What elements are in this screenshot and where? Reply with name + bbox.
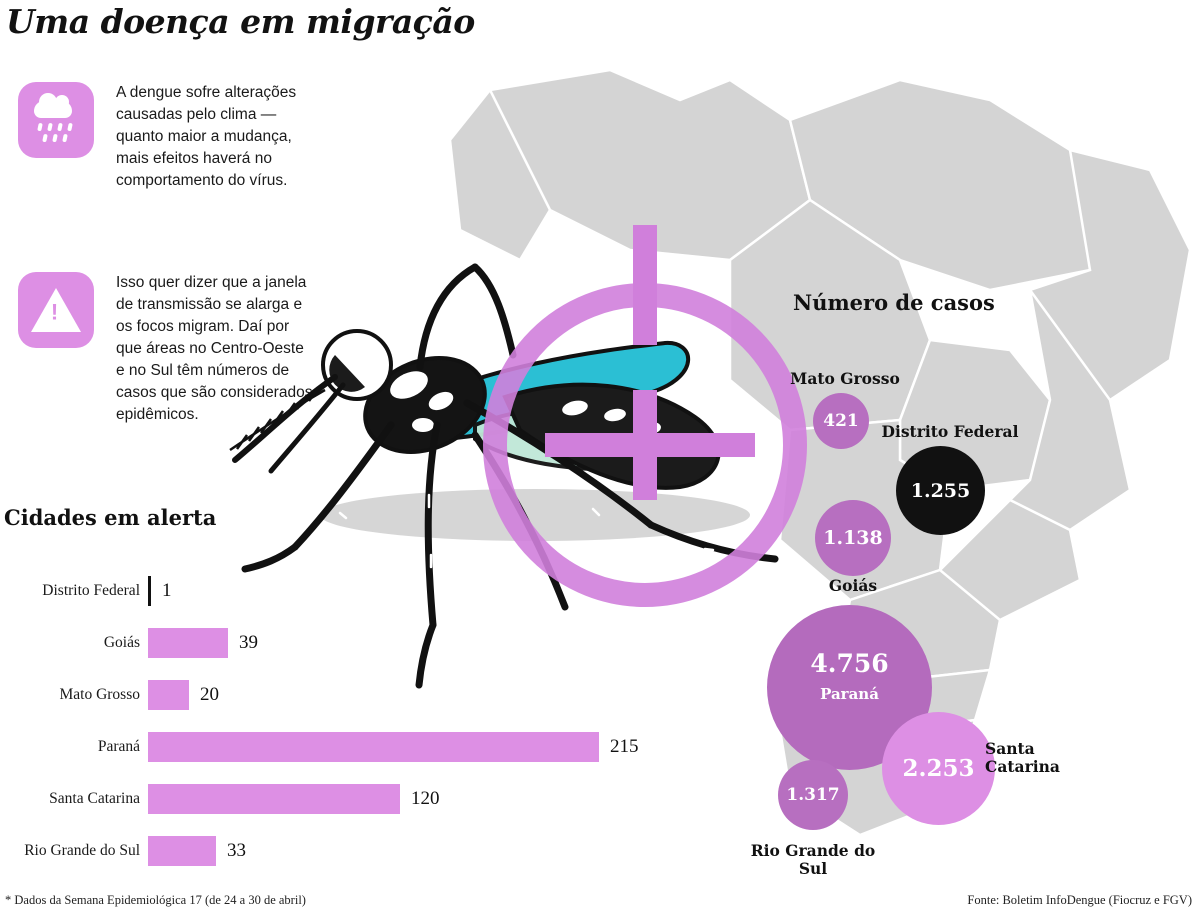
bar-value: 20	[200, 684, 219, 705]
bar-label: Mato Grosso	[59, 686, 140, 703]
bar-value: 39	[239, 632, 258, 653]
bar-value: 215	[610, 736, 639, 757]
bar-label: Rio Grande do Sul	[24, 842, 140, 859]
bubble-label-text: Santa Catarina	[985, 739, 1060, 776]
bar-value: 33	[227, 840, 246, 861]
bar-value: 1	[162, 580, 172, 601]
bubble-santa-catarina[interactable]	[882, 712, 995, 825]
target-crosshair-icon	[465, 215, 825, 635]
note-climate-text: A dengue sofre alterações causadas pelo clima — quanto maior a mudança, mais efeitos haverá no comportamento do vírus.	[116, 84, 297, 189]
bubble-label-parana: Paraná	[820, 685, 879, 703]
map-section-title: Número de casos	[793, 290, 995, 315]
note-transmission-text: Isso quer dizer que a janela de transmissão se alarga e os focos migram. Daí por que áreas no Centro-Oeste e no Sul têm números de casos que são considerados epidêmicos.	[116, 274, 313, 423]
rain-cloud-icon	[18, 82, 94, 158]
bubble-distrito-federal[interactable]	[896, 446, 985, 535]
bar-value: 120	[411, 788, 440, 809]
bubble-value: 1.138	[823, 527, 883, 549]
bubble-mato-grosso[interactable]	[813, 393, 869, 449]
bubble-value: 421	[823, 411, 859, 431]
bubble-label-goias: Goiás	[828, 576, 878, 595]
source-credit: Fonte: Boletim InfoDengue (Fiocruz e FGV)	[967, 893, 1192, 907]
bubble-label-mato-grosso: Mato Grosso	[790, 369, 900, 388]
bar-label: Santa Catarina	[49, 790, 140, 807]
bubble-label-santa-catarina	[985, 740, 1095, 776]
note-climate	[18, 82, 316, 192]
bar-label: Paraná	[97, 738, 140, 755]
bubble-value: 2.253	[902, 755, 975, 782]
bubble-goias[interactable]	[815, 500, 891, 576]
bar-label: Goiás	[103, 634, 140, 651]
warning-triangle-icon: !	[18, 272, 94, 348]
bubble-label-distrito-federal: Distrito Federal	[881, 422, 1019, 441]
bubble-value: 4.756	[810, 649, 889, 678]
map-bubble-chart	[430, 60, 1200, 878]
bubble-value: 1.255	[910, 479, 971, 502]
footnote: * Dados da Semana Epidemiológica 17 (de 24 a 30 de abril)	[5, 893, 306, 907]
bubble-label-rio-grande-do-sul	[748, 842, 878, 878]
bubble-value: 1.317	[786, 785, 840, 805]
bar-label: Distrito Federal	[42, 582, 140, 599]
bars-section-title: Cidades em alerta	[4, 505, 217, 530]
page-title: Uma doença em migração	[6, 2, 475, 41]
bubble-rio-grande-do-sul[interactable]	[778, 760, 848, 830]
bubble-label-text: Rio Grande do Sul	[750, 841, 876, 878]
